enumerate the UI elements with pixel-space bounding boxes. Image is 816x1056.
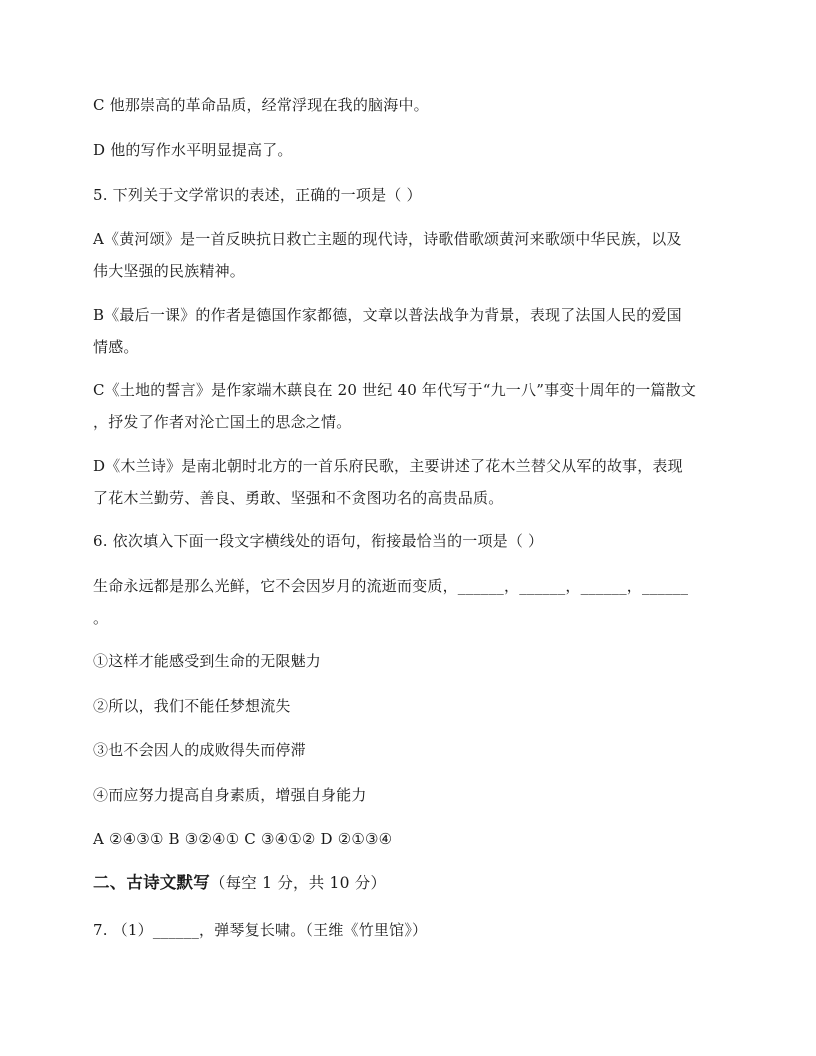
- q5-option-d: D《木兰诗》是南北朝时北方的一首乐府民歌，主要讲述了花木兰替父从军的故事，表现: [93, 457, 683, 475]
- section-heading: [93, 873, 723, 893]
- question-7: 7. （1）______，弹琴复长啸。（王维《竹里馆》）: [93, 921, 428, 939]
- q5-option-b: B《最后一课》的作者是德国作家都德，文章以普法战争为背景，表现了法国人民的爱国: [93, 306, 682, 324]
- q6-sentence-3: ③也不会因人的成败得失而停滞: [93, 741, 306, 759]
- q5-option-c-cont: ，抒发了作者对沦亡国土的思念之情。: [93, 413, 352, 431]
- q6-passage-cont: 。: [93, 609, 109, 627]
- q5-option-b-cont: 情感。: [93, 338, 139, 356]
- option-d-line: D 他的写作水平明显提高了。: [93, 141, 293, 159]
- q5-option-a-cont: 伟大坚强的民族精神。: [93, 262, 246, 280]
- q6-choices: A ②④③① B ③②④① C ③④①② D ②①③④: [93, 830, 393, 848]
- option-c-line: C 他那崇高的革命品质，经常浮现在我的脑海中。: [93, 96, 429, 114]
- q5-option-d-cont: 了花木兰勤劳、善良、勇敢、坚强和不贪图功名的高贵品质。: [93, 489, 504, 507]
- section-title: 二、古诗文默写: [93, 873, 210, 892]
- q6-sentence-4: ④而应努力提高自身素质，增强自身能力: [93, 786, 367, 804]
- q5-option-c: C《土地的誓言》是作家端木蕻良在 20 世纪 40 年代写于“九一八”事变十周年的一篇散文: [93, 381, 697, 399]
- q6-sentence-1: ①这样才能感受到生命的无限魅力: [93, 652, 322, 670]
- section-score: （每空 1 分，共 10 分）: [209, 874, 387, 892]
- q5-option-a: A《黄河颂》是一首反映抗日救亡主题的现代诗，诗歌借歌颂黄河来歌颂中华民族，以及: [93, 230, 682, 248]
- q6-passage: 生命永远都是那么光鲜，它不会因岁月的流逝而变质，______，______，______，______: [93, 577, 689, 595]
- question-6: 6. 依次填入下面一段文字横线处的语句，衔接最恰当的一项是（ ）: [93, 532, 544, 550]
- question-5: 5. 下列关于文学常识的表述，正确的一项是（ ）: [93, 186, 422, 204]
- q6-sentence-2: ②所以，我们不能任梦想流失: [93, 697, 291, 715]
